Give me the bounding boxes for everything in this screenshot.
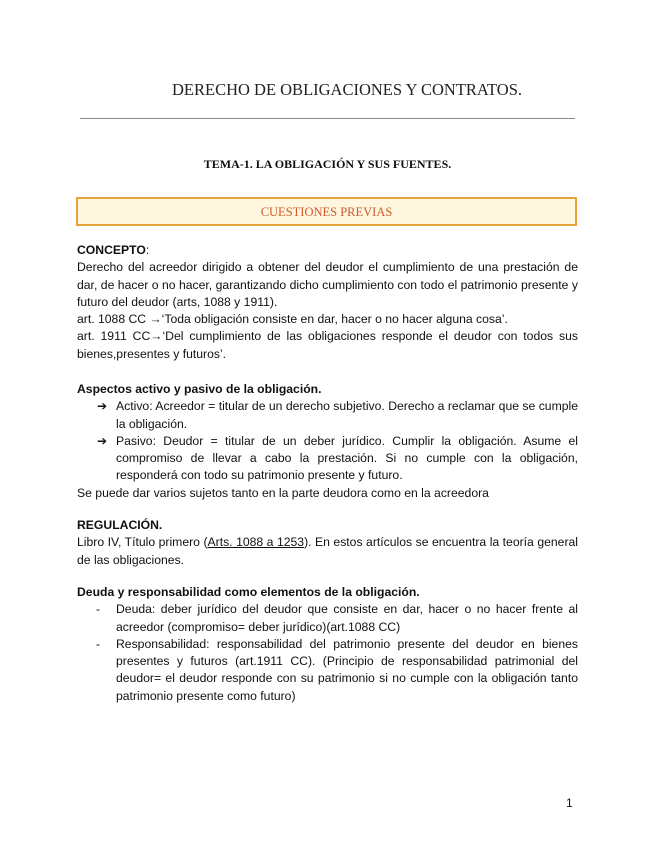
responsabilidad-item: Responsabilidad: responsabilidad del patrimonio presente del deudor en bienes presentes y futuros (art.1911 CC). (Principio de responsabilidad patrimonial del deudor= el deudor responde con su patrimonio si no cumple con la obligación tanto patrimonio presente como futuro) — [116, 636, 578, 703]
regulacion-heading: REGULACIÓN. — [77, 518, 163, 532]
art-1911-quote: art. 1911 CC→‘Del cumplimiento de las obligaciones responde el deudor con todos sus bienes,presentes y futuros’. — [77, 329, 578, 361]
dash-bullet-icon: - — [96, 602, 101, 617]
concepto-heading-line — [77, 242, 578, 259]
regulacion-section — [77, 517, 578, 569]
deuda-heading: Deuda y responsabilidad como elementos de la obligación. — [77, 585, 420, 599]
list-item — [77, 636, 578, 705]
arrow-bullet-icon: ➔ — [97, 399, 108, 414]
concepto-colon: : — [145, 243, 150, 257]
aspecto-pasivo: Pasivo: Deudor = titular de un deber jurídico. Cumplir la obligación. Asume el compromiso de llevar a cabo la prestación. Si no cumple con la obligación, responderá con todo su patrimonio presente y futuro. — [116, 433, 578, 483]
title-divider — [80, 118, 575, 119]
concepto-section — [77, 242, 578, 363]
list-item — [77, 398, 578, 433]
page-number: 1 — [566, 796, 573, 810]
section-banner-label: CUESTIONES PREVIAS — [260, 205, 393, 219]
concepto-heading: CONCEPTO — [77, 243, 146, 257]
topic-title: TEMA-1. LA OBLIGACIÓN Y SUS FUENTES. — [203, 157, 452, 171]
aspectos-section — [77, 381, 578, 502]
aspecto-activo: Activo: Acreedor = titular de un derecho subjetivo. Derecho a reclamar que se cumple la obligación. — [116, 399, 578, 431]
art-1088-quote: art. 1088 CC →‘Toda obligación consiste en dar, hacer o no hacer alguna cosa’. — [77, 312, 508, 327]
document-title: DERECHO DE OBLIGACIONES Y CONTRATOS. — [171, 80, 523, 99]
concepto-definition: Derecho del acreedor dirigido a obtener del deudor el cumplimiento de una prestación de dar, de hacer o no hacer, garantizando dicho cumplimiento con todo el patrimonio presente y futuro del deudor (arts, 1088 y 1911). — [77, 260, 578, 309]
articles-link[interactable]: Arts. 1088 a 1253 — [207, 535, 305, 550]
list-item — [77, 433, 578, 485]
deuda-section — [77, 584, 578, 705]
regulacion-text-before: Libro IV, Título primero ( — [77, 535, 208, 550]
aspectos-heading: Aspectos activo y pasivo de la obligación. — [77, 382, 322, 396]
section-banner — [76, 197, 577, 226]
aspectos-note: Se puede dar varios sujetos tanto en la parte deudora como en la acreedora — [77, 485, 489, 500]
deuda-item: Deuda: deber jurídico del deudor que consiste en dar, hacer o no hacer frente al acreedor (compromiso= deber jurídico)(art.1088 CC) — [116, 602, 578, 634]
regulacion-text — [77, 534, 578, 569]
regulacion-text-after: ). En estos artículos se encuentra la teoría general de las obligaciones. — [77, 535, 578, 567]
arrow-bullet-icon: ➔ — [97, 433, 108, 448]
list-item — [77, 601, 578, 636]
dash-bullet-icon: - — [96, 636, 101, 651]
